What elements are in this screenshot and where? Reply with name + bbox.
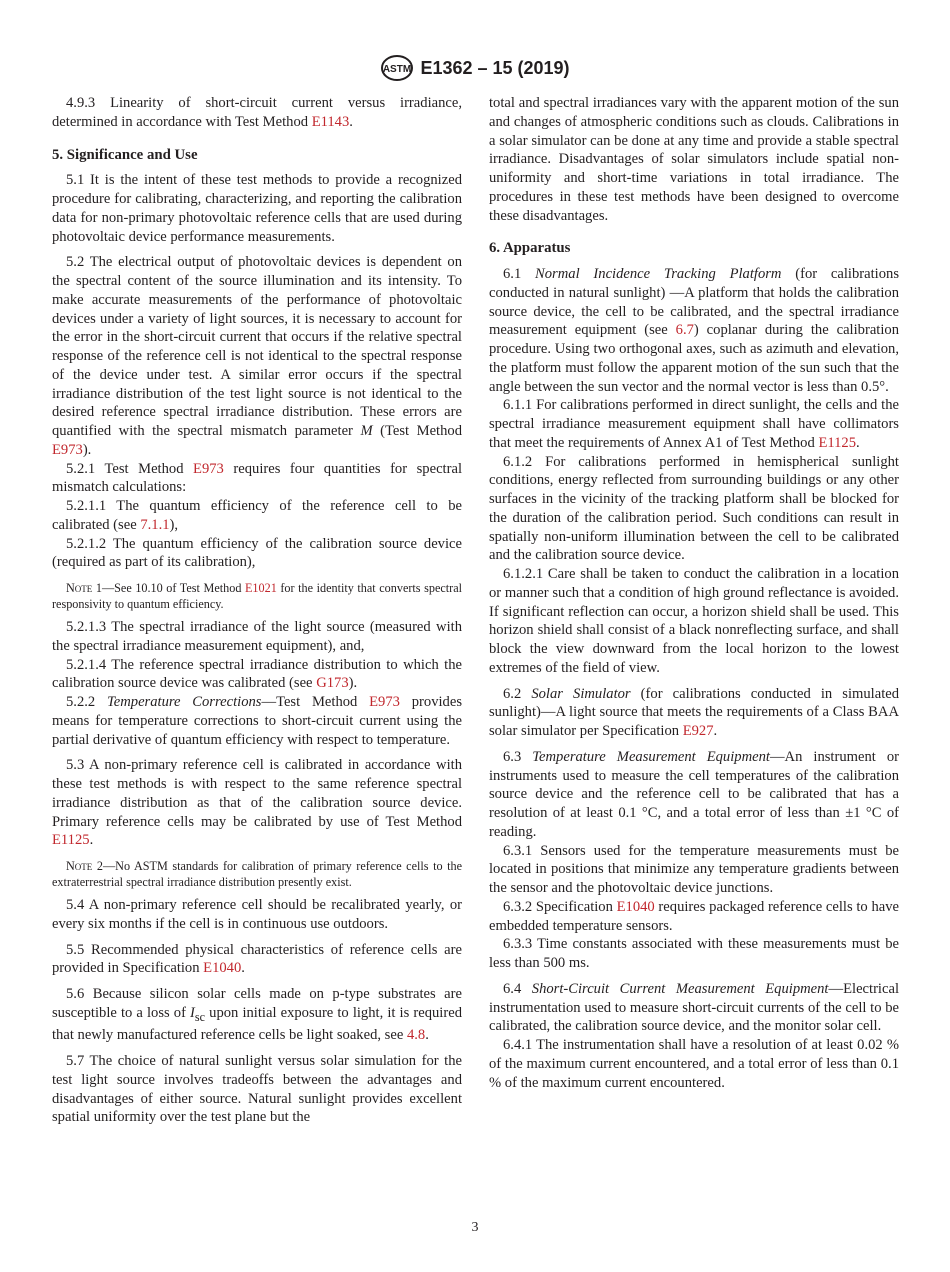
note: [52, 858, 462, 890]
paragraph: [52, 94, 462, 132]
text-segment: Note 2: [66, 859, 103, 873]
text-segment: upon initial exposure to light, it is required that newly manufactured reference cells be light soaked, see: [52, 1004, 462, 1044]
reference-link[interactable]: E1040: [616, 898, 655, 915]
text-segment: 6.1.2.1 Care shall be taken to conduct the calibration in a location or manner such that a condition of high ground reflectance is avoided. If significant reflection can occur, a horizon shield shall be used. This horizon shield shall consist of a black nonreflecting surface, and shall block the view downward from the local horizon to the lowest extremes of the field of view.: [489, 566, 899, 676]
text-segment: (Test Method: [372, 423, 462, 439]
section-heading: [52, 146, 462, 165]
text-segment: 6.3.3 Time constants associated with these measurements must be less than 500 ms.: [489, 936, 899, 971]
right-column: [489, 94, 899, 1092]
section-heading: [489, 239, 899, 258]
text-segment: sc: [194, 1009, 206, 1024]
paragraph: [489, 842, 899, 898]
text-segment: .: [349, 113, 353, 130]
paragraph: [489, 980, 899, 1036]
text-segment: 6.1: [503, 266, 536, 282]
text-segment: (for calibrations conducted in simulated sunlight)—A light source that meets the requirements of a Class BAA solar simulator per Specification: [489, 685, 900, 739]
text-segment: 6. Apparatus: [489, 240, 571, 257]
note: [52, 580, 462, 612]
text-segment: ),: [169, 516, 179, 533]
text-segment: —An instrument or instruments used to measure the cell temperatures of the calibration source device and the reference cell to be calibrated that has a resolution of at least 0.1 °C, and a total error of less than ±1 °C of reading.: [489, 748, 899, 840]
paragraph: [52, 497, 462, 535]
text-segment: Short-Circuit Current Measurement Equipment: [531, 980, 829, 997]
text-segment: 4.9.3 Linearity of short-circuit current versus irradiance, determined in accordance with Test Method: [52, 95, 462, 130]
paragraph: [489, 453, 899, 566]
paragraph: [52, 460, 462, 498]
svg-text:ASTM: ASTM: [383, 64, 412, 75]
paragraph: [489, 685, 899, 741]
text-segment: M: [360, 423, 373, 439]
text-segment: 6.4: [503, 980, 532, 997]
text-segment: 5.4 A non-primary reference cell should be recalibrated yearly, or every six months if the cell is in continuous use outdoors.: [52, 897, 462, 932]
text-segment: 5.6 Because silicon solar cells made on p-type substrates are susceptible to a loss of: [52, 986, 462, 1021]
astm-logo-icon: [380, 54, 414, 82]
reference-link[interactable]: E1040: [203, 960, 242, 977]
text-segment: .: [241, 960, 245, 977]
page-header: [0, 54, 950, 82]
text-segment: Note 1: [66, 581, 102, 595]
paragraph: [489, 898, 899, 936]
text-segment: .: [89, 832, 94, 849]
text-segment: 5.7 The choice of natural sunlight versus solar simulation for the test light source involves tradeoffs between the advantages and disadvantages of either source. Natural sunlight provides excellent spatial uniformity over the test plane but the: [52, 1053, 462, 1126]
text-segment: provides means for temperature corrections to short-circuit current using the partial derivative of quantum efficiency with respect to temperature.: [52, 694, 462, 748]
paragraph: [52, 535, 462, 573]
reference-link[interactable]: E973: [193, 460, 224, 477]
text-segment: total and spectral irradiances vary with the apparent motion of the sun and changes of atmospheric conditions such as clouds. Calibrations in a solar simulator can be done at any time and provide a stable spectral irradiance. Disadvantages of solar simulators include spatial non-uniformity and short-time variations in total irradiance. The procedures in these test methods have been designed to overcome these disadvantages.: [489, 95, 899, 224]
text-segment: 5.1 It is the intent of these test methods to provide a recognized procedure for calibrating, characterizing, and reporting the calibration data for non-primary photovoltaic reference cells that are used during photovoltaic device performance measurements.: [52, 172, 462, 245]
text-segment: —See 10.10 of Test Method: [101, 581, 245, 595]
reference-link[interactable]: E1125: [818, 434, 856, 451]
text-segment: (for calibrations conducted in natural sunlight) —A platform that holds the calibration source device, the cell to be calibrated, and the spectral irradiance measurement equipment (see: [489, 266, 900, 339]
page-number: 3: [471, 1220, 479, 1235]
paragraph: [52, 618, 462, 656]
paragraph: [489, 565, 899, 678]
reference-link[interactable]: E1125: [52, 832, 90, 849]
reference-link[interactable]: E973: [52, 441, 83, 458]
text-segment: for the identity that converts spectral responsivity to quantum efficiency.: [52, 581, 463, 611]
text-segment: —No ASTM standards for calibration of primary reference cells to the extraterrestrial spectral irradiance distribution presently exist.: [52, 859, 462, 889]
paragraph: [489, 94, 899, 225]
text-segment: 5. Significance and Use: [52, 146, 198, 163]
text-segment: .: [425, 1027, 429, 1044]
text-segment: 6.4.1 The instrumentation shall have a resolution of at least 0.02 % of the maximum current encountered, and a total error of less than 0.1 % of the maximum current encountered.: [489, 1037, 899, 1091]
paragraph: [489, 935, 899, 973]
left-column: [52, 94, 462, 1127]
paragraph: [52, 985, 462, 1045]
text-segment: ).: [82, 441, 92, 458]
text-segment: ).: [348, 675, 358, 692]
text-segment: .: [713, 723, 718, 739]
text-segment: 5.2.1 Test Method: [66, 460, 194, 477]
text-segment: 5.2 The electrical output of photovoltaic devices is dependent on the spectral content of the source illumination and its intensity. To make accurate measurements of the performance of photovoltaic devices under a variety of light sources, it is necessary to account for the error in the short-circuit current that occurs if the relative spectral response of the reference cell is not identical to the spectral response of the device under test. A similar error occurs if the spectral irradiance distribution of the test light source is not identical to the desired reference spectral irradiance distribution. These errors are quantified with the spectral mismatch parameter: [52, 254, 462, 439]
paragraph: [52, 941, 462, 979]
text-segment: .: [856, 434, 860, 451]
text-segment: 5.2.1.1 The quantum efficiency of the reference cell to be calibrated (see: [52, 498, 462, 533]
text-segment: Temperature Measurement Equipment: [532, 748, 770, 765]
reference-link[interactable]: G173: [316, 675, 349, 692]
text-segment: 6.3.2 Specification: [503, 898, 617, 915]
paragraph: [52, 171, 462, 246]
reference-link[interactable]: E1021: [244, 581, 277, 595]
paragraph: [52, 693, 462, 749]
text-segment: 6.3.1 Sensors used for the temperature measurements must be located in positions that minimize any temperature gradients between the sensor and the photovoltaic device junctions.: [489, 842, 899, 896]
text-segment: 5.2.1.2 The quantum efficiency of the calibration source device (required as part of its calibration),: [52, 535, 462, 571]
text-segment: 5.2.1.4 The reference spectral irradiance distribution to which the calibration source device was calibrated (see: [52, 656, 462, 692]
paragraph: [52, 1052, 462, 1127]
paragraph: [489, 1036, 899, 1092]
paragraph: [489, 748, 899, 842]
text-segment: 5.2.1.3 The spectral irradiance of the light source (measured with the spectral irradiance measurement equipment), and,: [52, 619, 462, 654]
text-segment: Normal Incidence Tracking Platform: [535, 266, 782, 282]
text-segment: 5.5 Recommended physical characteristics of reference cells are provided in Specification: [52, 941, 462, 977]
reference-link[interactable]: E927: [682, 723, 714, 739]
text-segment: 5.3 A non-primary reference cell is calibrated in accordance with these test methods is with respect to the same reference spectral irradiance distribution as that of the calibration source device. Primary reference cells may be calibrated by use of Test Method: [52, 757, 462, 830]
paragraph: [52, 253, 462, 459]
reference-link[interactable]: 7.1.1: [140, 516, 170, 533]
reference-link[interactable]: 4.8: [406, 1027, 426, 1044]
text-segment: —Electrical instrumentation used to measure short-circuit currents of the cell to be calibrated, the calibration source device, and the monitor solar cell.: [489, 980, 899, 1035]
paragraph: [489, 396, 899, 452]
reference-link[interactable]: E1143: [311, 113, 350, 130]
paragraph: [52, 896, 462, 934]
text-segment: I: [190, 1004, 195, 1021]
document-id: E1362 – 15 (2019): [420, 57, 570, 78]
text-segment: requires four quantities for spectral mismatch calculations:: [52, 460, 462, 496]
text-segment: 6.1.1 For calibrations performed in direct sunlight, the cells and the spectral irradiance measurement equipment shall have collimators that meet the requirements of Annex A1 of Test Method: [489, 397, 899, 451]
text-segment: requires packaged reference cells to have embedded temperature sensors.: [489, 898, 899, 934]
paragraph: [52, 656, 462, 694]
text-segment: ) coplanar during the calibration procedure. Using two orthogonal axes, such as azimuth and elevation, the platform must follow the apparent motion of the sun such that the angle between the sun vector and the normal vector is less than 0.5°.: [489, 322, 900, 395]
paragraph: [52, 756, 462, 850]
reference-link[interactable]: E973: [369, 694, 400, 710]
text-segment: Temperature Corrections: [106, 694, 262, 710]
text-segment: Solar Simulator: [531, 685, 631, 702]
text-segment: 6.3: [503, 748, 533, 765]
paragraph: [489, 265, 899, 396]
reference-link[interactable]: 6.7: [675, 322, 694, 339]
text-segment: —Test Method: [261, 694, 370, 710]
text-segment: 6.1.2 For calibrations performed in hemispherical sunlight conditions, energy reflected from surrounding buildings or any other surfaces in the vicinity of the tracking platform shall be blocked for the duration of the calibration period. Such conditions can result in spatially non-uniform illumination between the cell to be calibrated and the calibration source device.: [489, 453, 899, 564]
text-segment: 5.2.2: [66, 694, 107, 710]
text-segment: 6.2: [503, 685, 532, 702]
